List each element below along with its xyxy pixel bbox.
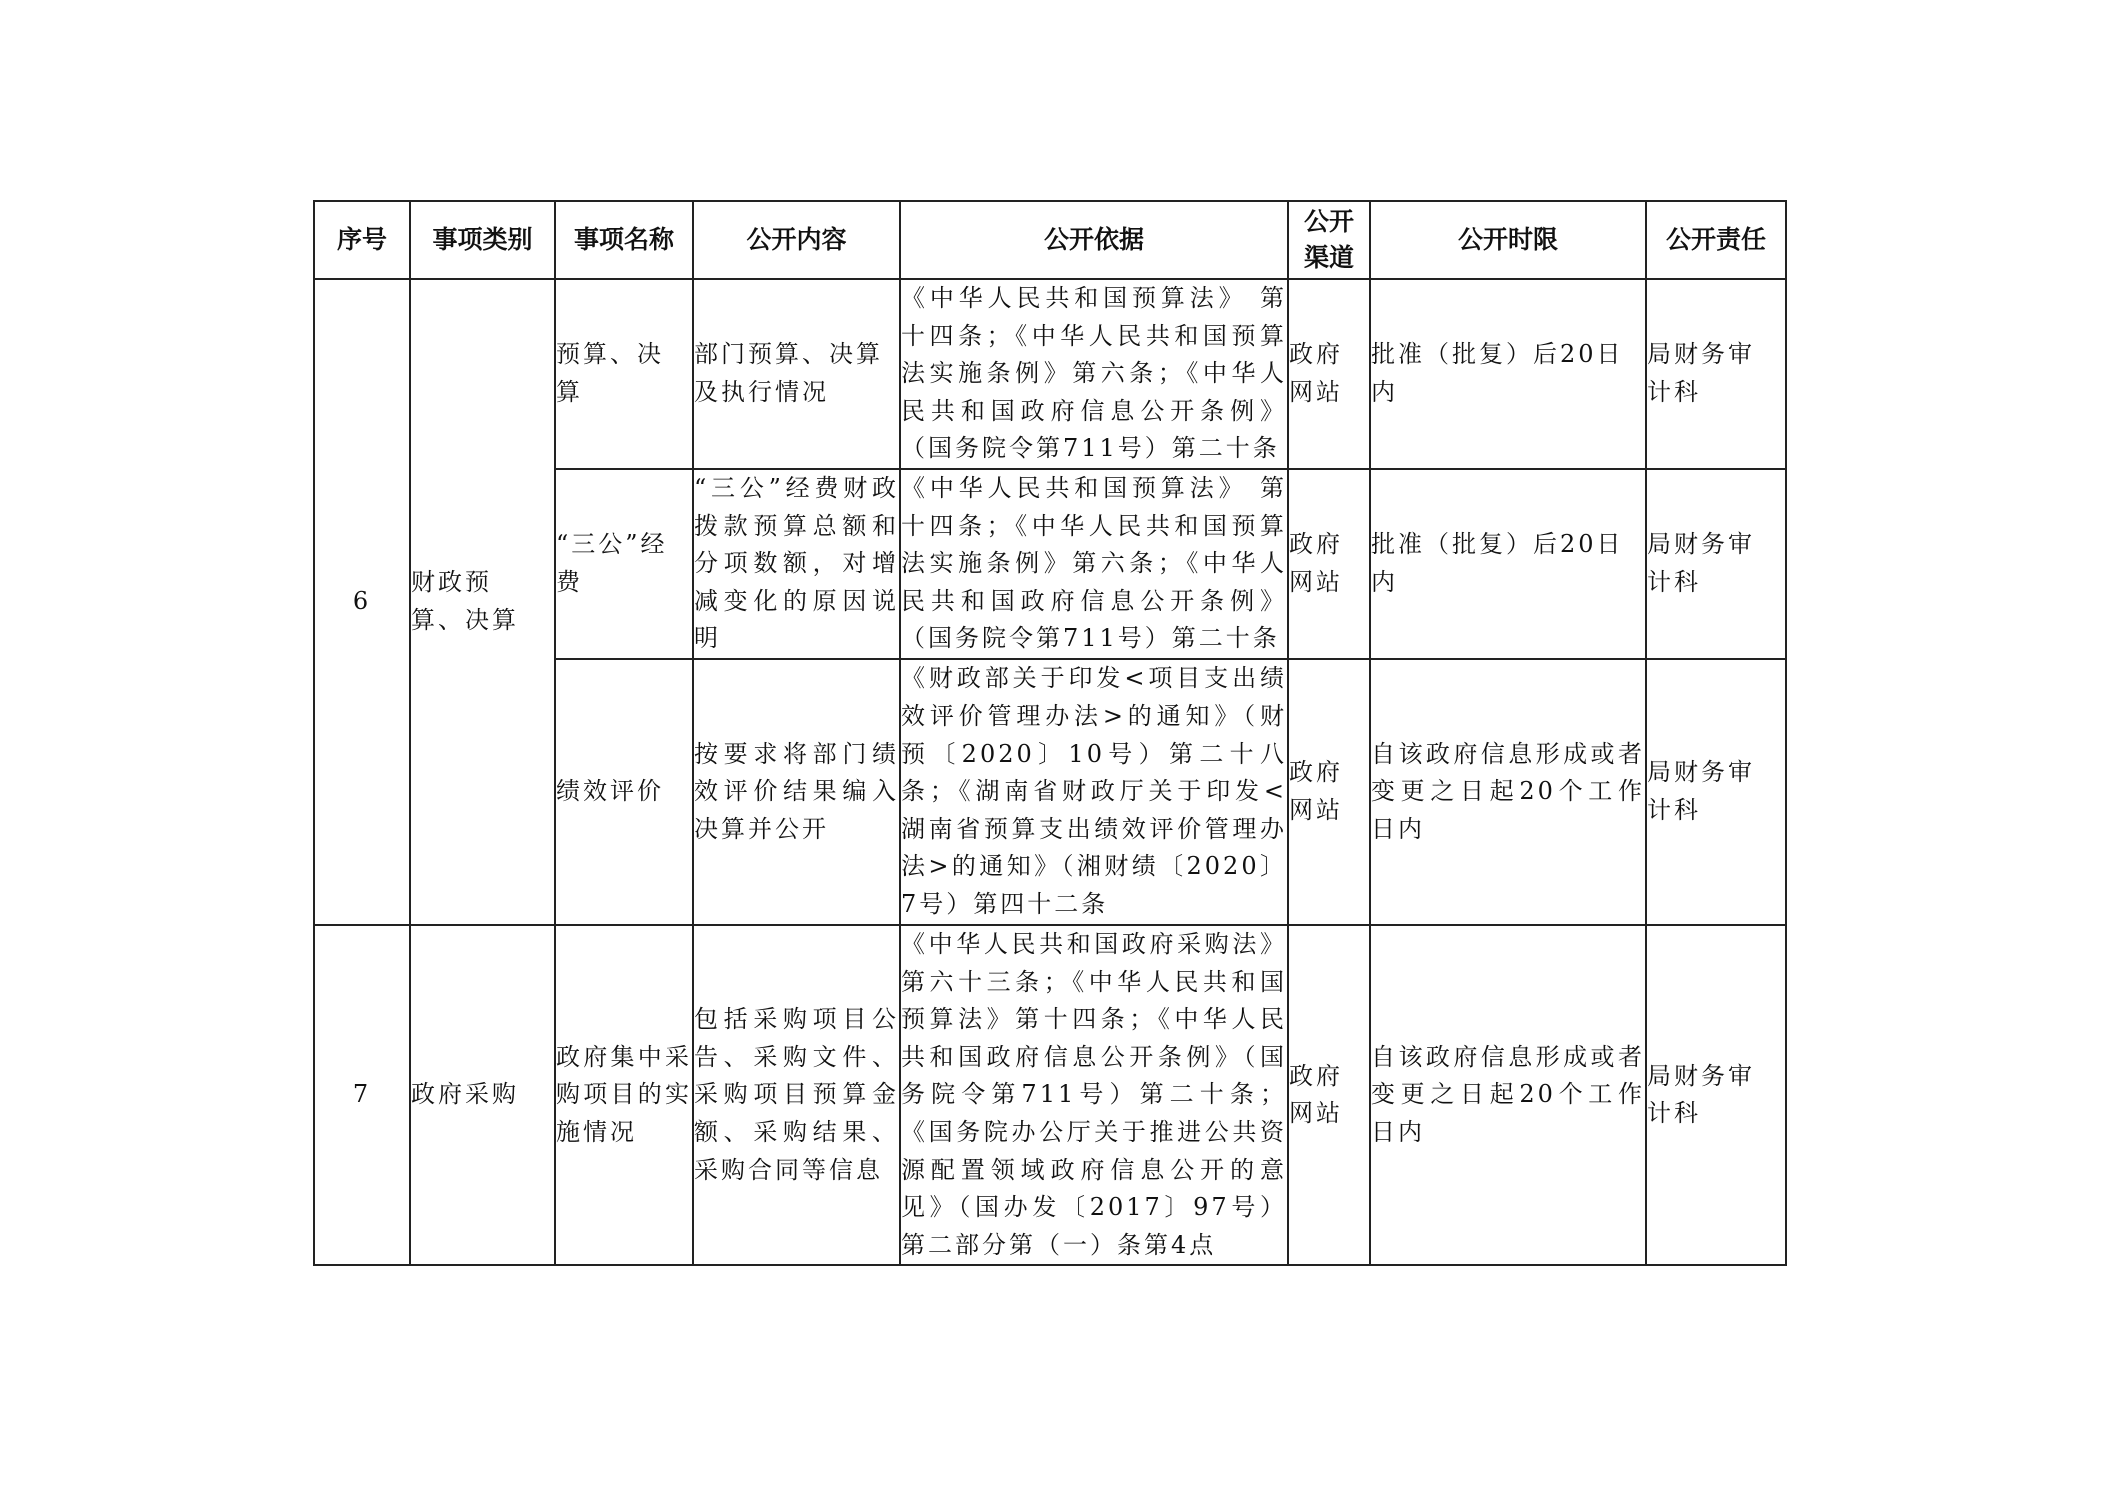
channel-cell: 政府 网站 bbox=[1288, 659, 1370, 925]
category-cell: 政府采购 bbox=[410, 925, 555, 1265]
table-header-row bbox=[314, 201, 1786, 279]
basis-cell: 《中华人民共和国预算法》 第十四条；《中华人民共和国预算法实施条例》第六条；《中华人民共和国政府信息公开条例》（国务院令第711号）第二十条 bbox=[900, 279, 1288, 469]
time-limit-cell: 批准（批复）后20日 内 bbox=[1370, 469, 1646, 659]
content-cell: 部门预算、决算 及执行情况 bbox=[693, 279, 900, 469]
header-no: 序号 bbox=[314, 201, 410, 279]
header-item-name: 事项名称 bbox=[555, 201, 693, 279]
basis-cell: 《中华人民共和国政府采购法》第六十三条；《中华人民共和国预算法》第十四条；《中华人民共和国政府信息公开条例》（国务院令第711号）第二十条；《国务院办公厅关于推进公共资源配置领域政府信息公开的意见》（国办发〔2017〕97号）第二部分第（一）条第4点 bbox=[900, 925, 1288, 1265]
table-row bbox=[314, 925, 1786, 1265]
time-limit-cell: 自该政府信息形成或者变更之日起20个工作日内 bbox=[1370, 659, 1646, 925]
responsibility-cell: 局财务审 计科 bbox=[1646, 469, 1786, 659]
content-cell: “三公”经费财政拨款预算总额和分项数额，对增减变化的原因说明 bbox=[693, 469, 900, 659]
item-name-cell: “三公”经 费 bbox=[555, 469, 693, 659]
header-responsibility: 公开责任 bbox=[1646, 201, 1786, 279]
header-channel: 公开渠道 bbox=[1288, 201, 1370, 279]
responsibility-cell: 局财务审 计科 bbox=[1646, 659, 1786, 925]
basis-cell: 《中华人民共和国预算法》 第十四条；《中华人民共和国预算法实施条例》第六条；《中华人民共和国政府信息公开条例》（国务院令第711号）第二十条 bbox=[900, 469, 1288, 659]
basis-cell: 《财政部关于印发<项目支出绩效评价管理办法>的通知》（财预〔2020〕10号）第二十八条；《湖南省财政厅关于印发<湖南省预算支出绩效评价管理办法>的通知》（湘财绩〔2020〕7号）第四十二条 bbox=[900, 659, 1288, 925]
responsibility-cell: 局财务审 计科 bbox=[1646, 925, 1786, 1265]
header-time-limit: 公开时限 bbox=[1370, 201, 1646, 279]
channel-cell: 政府 网站 bbox=[1288, 925, 1370, 1265]
table-row bbox=[314, 279, 1786, 469]
time-limit-cell: 自该政府信息形成或者变更之日起20个工作日内 bbox=[1370, 925, 1646, 1265]
channel-cell: 政府 网站 bbox=[1288, 469, 1370, 659]
disclosure-table bbox=[313, 200, 1787, 1266]
channel-cell: 政府 网站 bbox=[1288, 279, 1370, 469]
item-name-cell: 绩效评价 bbox=[555, 659, 693, 925]
content-cell: 包括采购项目公告、采购文件、采购项目预算金额、采购结果、采购合同等信息 bbox=[693, 925, 900, 1265]
header-category: 事项类别 bbox=[410, 201, 555, 279]
category-cell: 财政预 算、决算 bbox=[410, 279, 555, 925]
responsibility-cell: 局财务审 计科 bbox=[1646, 279, 1786, 469]
header-basis: 公开依据 bbox=[900, 201, 1288, 279]
item-name-cell: 政府集中采购项目的实施情况 bbox=[555, 925, 693, 1265]
header-content: 公开内容 bbox=[693, 201, 900, 279]
row-number-cell: 6 bbox=[314, 279, 410, 925]
time-limit-cell: 批准（批复）后20日 内 bbox=[1370, 279, 1646, 469]
content-cell: 按要求将部门绩效评价结果编入决算并公开 bbox=[693, 659, 900, 925]
item-name-cell: 预算、决 算 bbox=[555, 279, 693, 469]
row-number-cell: 7 bbox=[314, 925, 410, 1265]
